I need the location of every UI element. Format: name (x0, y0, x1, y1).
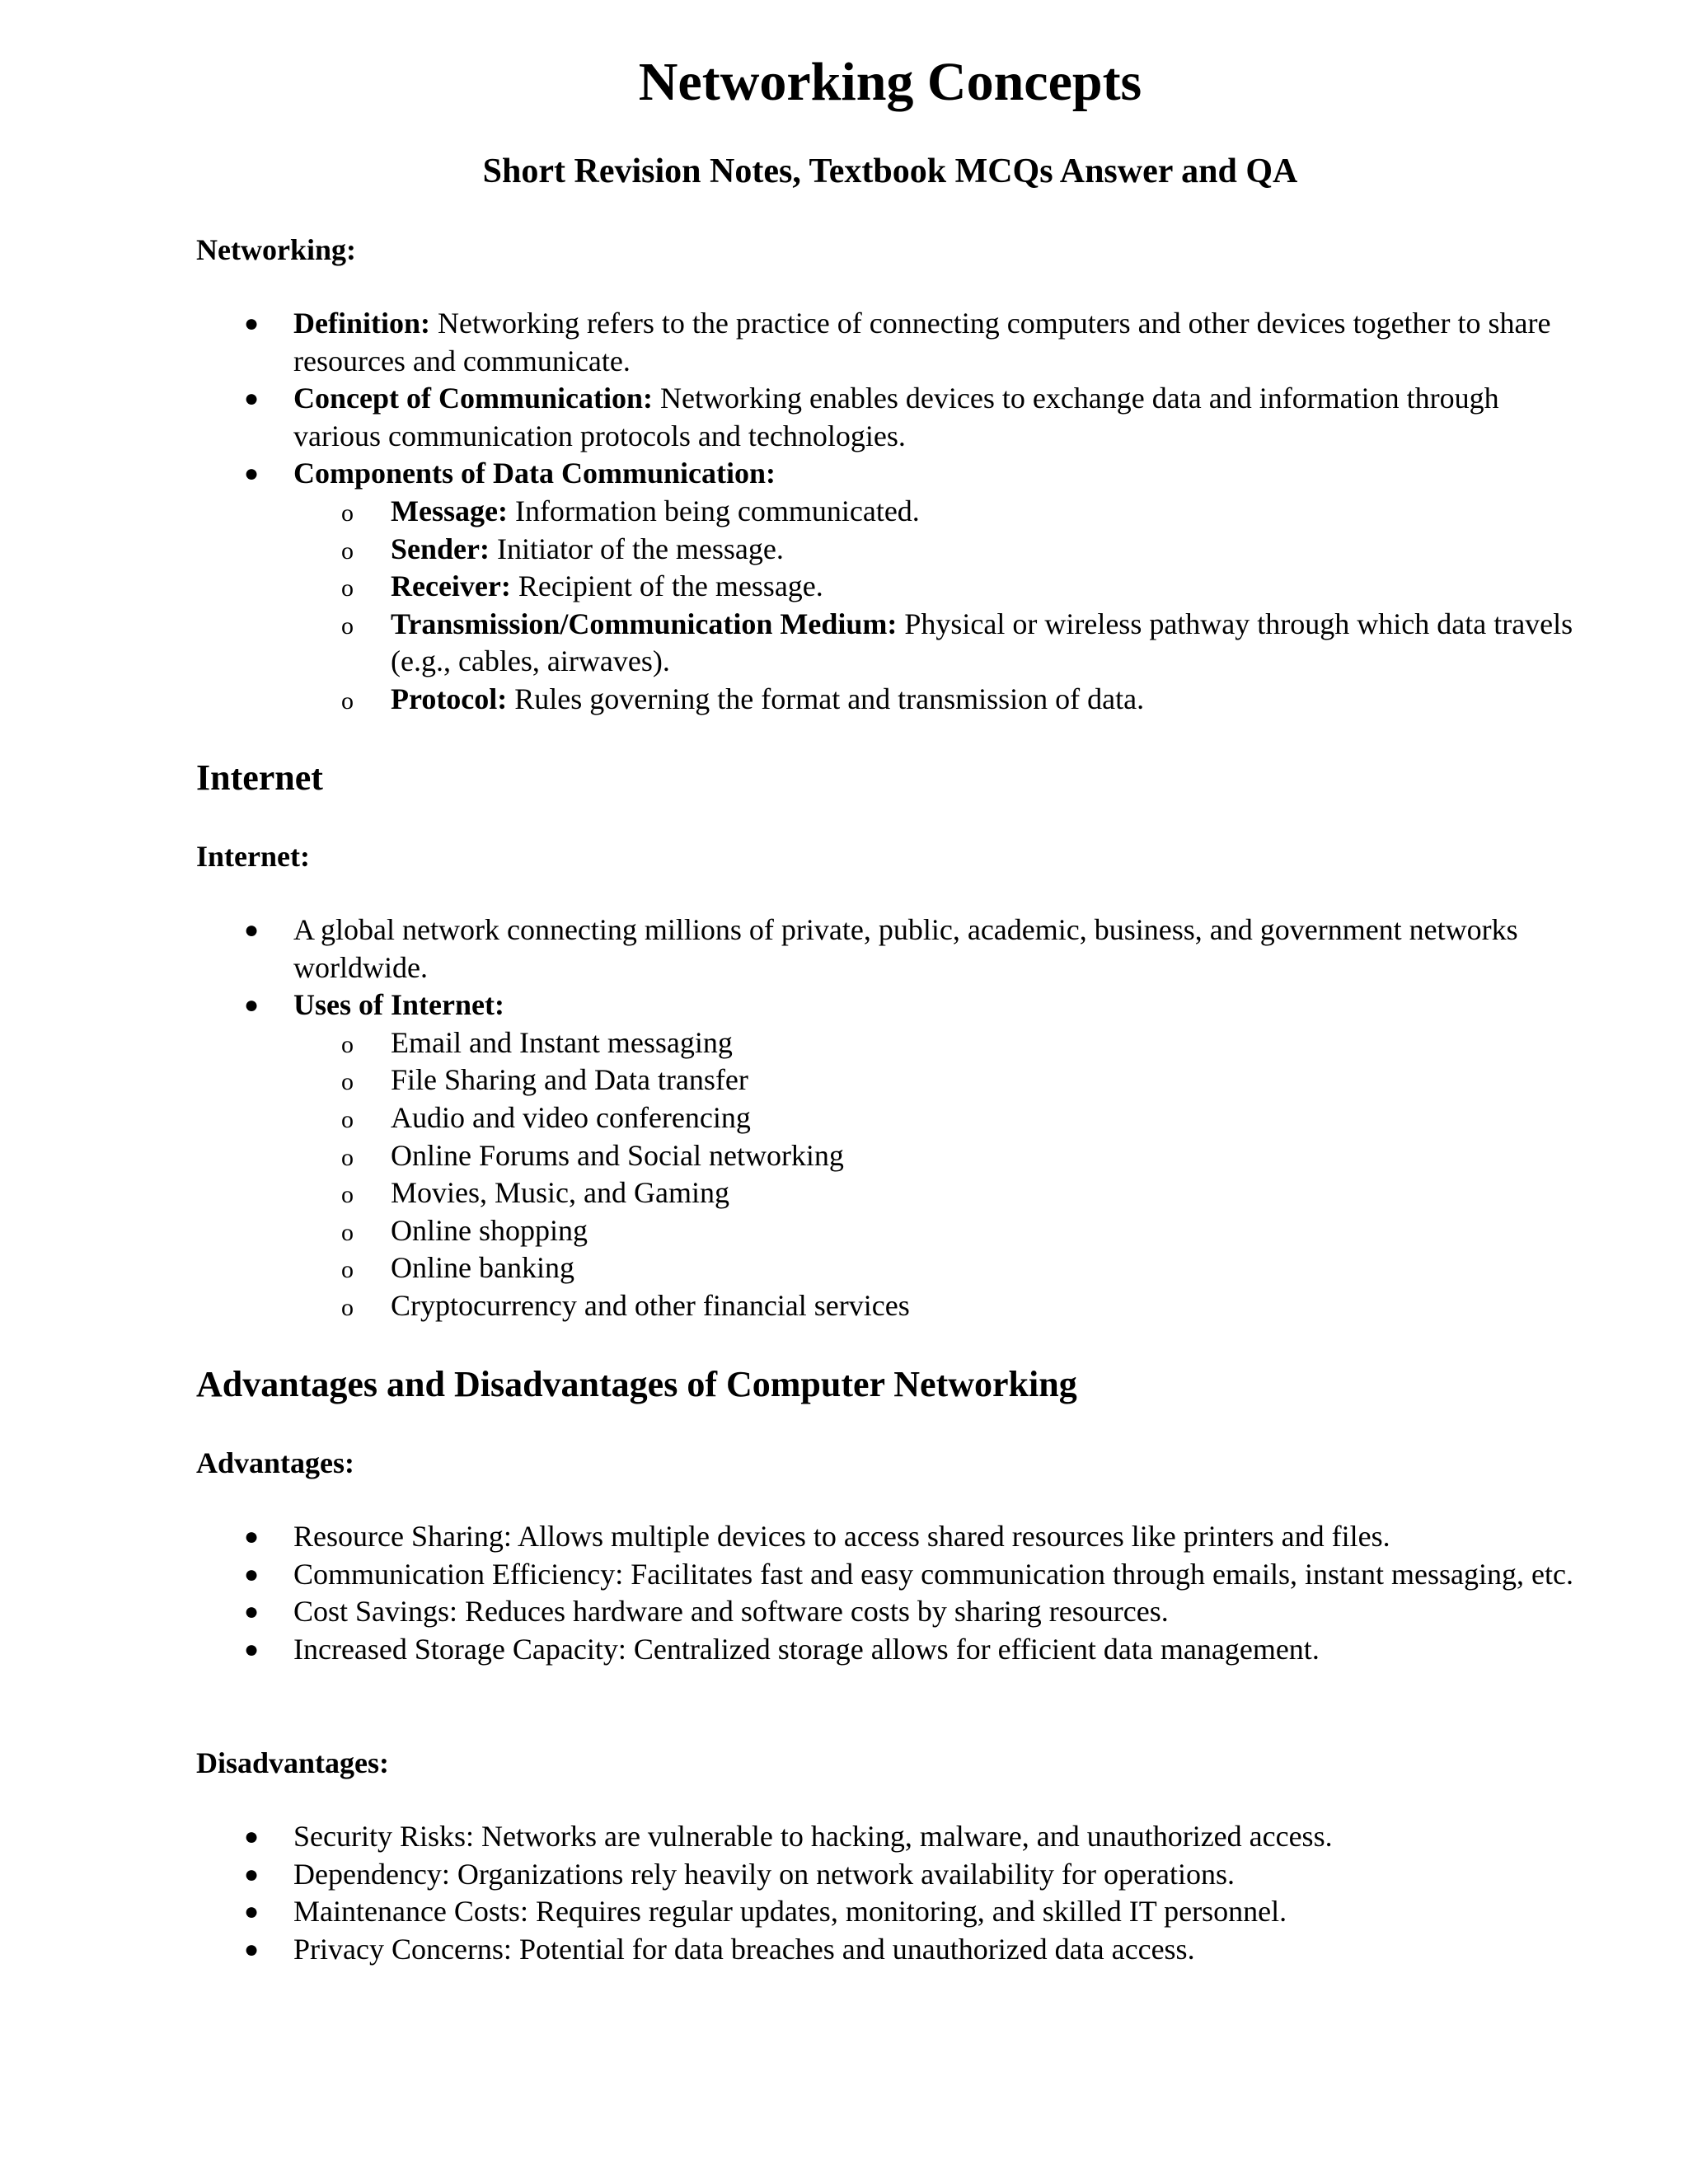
bullet-icon: ● (244, 916, 260, 944)
internet-definition: A global network connecting millions of private, public, academic, business, and government networks worldwide. (293, 913, 1518, 984)
use-text: Email and Instant messaging (391, 1025, 733, 1059)
circle-bullet-icon: o (341, 612, 354, 640)
disadvantage-text: Security Risks: Networks are vulnerable to hacking, malware, and unauthorized access. (293, 1820, 1333, 1853)
list-item (293, 1062, 1581, 1099)
list-item (293, 681, 1581, 719)
list-item (196, 380, 1581, 455)
disadvantages-list (196, 1818, 1581, 1968)
advantage-text: Resource Sharing: Allows multiple devices to access shared resources like printers and files. (293, 1520, 1390, 1553)
communication-text: Networking enables devices to exchange data and information through various communication protocols and technologies. (293, 382, 1499, 452)
component-text: Physical or wireless pathway through which data travels (e.g., cables, airwaves). (391, 607, 1573, 678)
definition-term: Definition: (293, 307, 430, 340)
use-text: Online Forums and Social networking (391, 1138, 844, 1172)
list-item (293, 1249, 1581, 1287)
bullet-icon: ● (244, 1823, 260, 1850)
circle-bullet-icon: o (341, 1068, 354, 1096)
list-item (293, 531, 1581, 569)
circle-bullet-icon: o (341, 574, 354, 602)
list-item (196, 305, 1581, 380)
list-item (293, 568, 1581, 606)
list-item (293, 1174, 1581, 1212)
list-item (196, 1593, 1581, 1631)
circle-bullet-icon: o (341, 537, 354, 565)
list-item (196, 987, 1581, 1324)
use-text: Cryptocurrency and other financial services (391, 1288, 910, 1322)
component-text: Recipient of the message. (510, 569, 823, 603)
disadvantage-text: Privacy Concerns: Potential for data breaches and unauthorized data access. (293, 1932, 1195, 1966)
advdis-heading: Advantages and Disadvantages of Computer Networking (196, 1364, 1077, 1404)
list-item (293, 1212, 1581, 1250)
internet-label: Internet: (196, 840, 310, 873)
bullet-icon: ● (244, 1598, 260, 1626)
definition-text: Networking refers to the practice of connecting computers and other devices together to share resources and communicate. (293, 307, 1551, 377)
circle-bullet-icon: o (341, 1218, 354, 1246)
list-item (293, 1287, 1581, 1325)
component-term: Transmission/Communication Medium: (391, 607, 898, 640)
circle-bullet-icon: o (341, 687, 354, 715)
bullet-icon: ● (244, 460, 260, 488)
internet-heading: Internet (196, 757, 323, 798)
uses-sublist (293, 1024, 1581, 1325)
circle-bullet-icon: o (341, 1105, 354, 1133)
uses-label: Uses of Internet: (293, 988, 504, 1022)
circle-bullet-icon: o (341, 1143, 354, 1171)
list-item (196, 1631, 1581, 1669)
page-title: Networking Concepts (638, 52, 1142, 112)
internet-list (196, 912, 1581, 1325)
disadvantage-text: Dependency: Organizations rely heavily on network availability for operations. (293, 1857, 1235, 1891)
list-item (293, 1024, 1581, 1062)
disadvantage-text: Maintenance Costs: Requires regular updates, monitoring, and skilled IT personnel. (293, 1895, 1287, 1929)
bullet-icon: ● (244, 1860, 260, 1888)
use-text: File Sharing and Data transfer (391, 1063, 748, 1097)
networking-section (196, 231, 1581, 269)
list-item (293, 493, 1581, 531)
list-item (293, 1099, 1581, 1137)
bullet-icon: ● (244, 1523, 260, 1550)
component-term: Message: (391, 494, 508, 527)
page-subtitle: Short Revision Notes, Textbook MCQs Answer and QA (482, 152, 1298, 190)
bullet-icon: ● (244, 991, 260, 1019)
component-text: Information being communicated. (507, 494, 920, 527)
bullet-icon: ● (244, 1635, 260, 1663)
disadvantages-label: Disadvantages: (196, 1746, 390, 1779)
component-term: Receiver: (391, 569, 511, 603)
networking-label: Networking: (196, 233, 356, 266)
bullet-icon: ● (244, 1935, 260, 1963)
list-item (196, 1556, 1581, 1594)
list-item (196, 1931, 1581, 1969)
bullet-icon: ● (244, 310, 260, 337)
bullet-icon: ● (244, 385, 260, 413)
list-item (293, 606, 1581, 681)
list-item (196, 1856, 1581, 1894)
list-item (196, 455, 1581, 718)
internet-label-block (196, 837, 1581, 875)
component-term: Sender: (391, 532, 490, 565)
advantages-list (196, 1518, 1581, 1668)
use-text: Movies, Music, and Gaming (391, 1176, 729, 1210)
use-text: Audio and video conferencing (391, 1100, 751, 1134)
bullet-icon: ● (244, 1560, 260, 1588)
networking-list (196, 305, 1581, 719)
internet-section (196, 755, 1581, 801)
component-text: Initiator of the message. (490, 532, 784, 565)
components-sublist (293, 493, 1581, 719)
list-item (196, 1893, 1581, 1931)
component-text: Rules governing the format and transmission of data. (507, 682, 1145, 715)
advantage-text: Cost Savings: Reduces hardware and software costs by sharing resources. (293, 1595, 1169, 1629)
advantages-label: Advantages: (196, 1446, 355, 1479)
circle-bullet-icon: o (341, 1181, 354, 1209)
circle-bullet-icon: o (341, 499, 354, 527)
list-item (196, 1818, 1581, 1856)
use-text: Online shopping (391, 1213, 588, 1247)
circle-bullet-icon: o (341, 1293, 354, 1321)
list-item (196, 1518, 1581, 1556)
advdis-section (196, 1361, 1581, 1408)
use-text: Online banking (391, 1251, 574, 1285)
circle-bullet-icon: o (341, 1256, 354, 1284)
component-term: Protocol: (391, 682, 508, 715)
advantages-label-block (196, 1444, 1581, 1482)
list-item (196, 912, 1581, 987)
circle-bullet-icon: o (341, 1030, 354, 1058)
disadvantages-label-block (196, 1744, 1581, 1782)
components-term: Components of Data Communication: (293, 457, 776, 490)
advantage-text: Communication Efficiency: Facilitates fast and easy communication through emails, instant messaging, etc. (293, 1557, 1573, 1591)
bullet-icon: ● (244, 1898, 260, 1926)
advantage-text: Increased Storage Capacity: Centralized storage allows for efficient data management. (293, 1632, 1320, 1666)
communication-term: Concept of Communication: (293, 382, 653, 415)
list-item (293, 1137, 1581, 1175)
